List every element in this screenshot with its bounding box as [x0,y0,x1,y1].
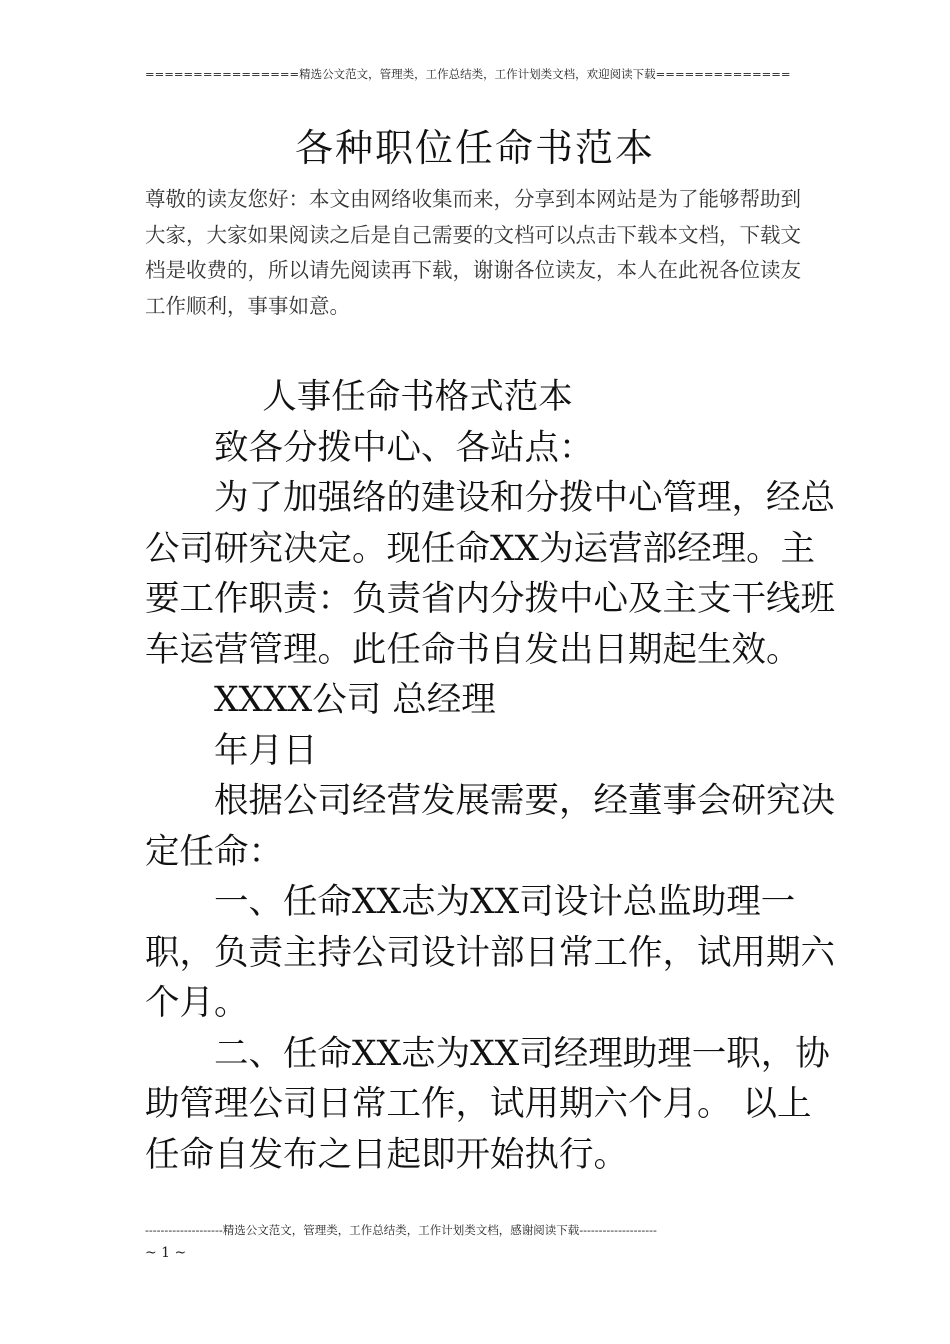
document-body [145,372,835,1180]
date-line: 年月日 [214,730,318,771]
appointment-item-1: 一、任命XX志为XX司设计总监助理一职，负责主持公司设计部日常工作，试用期六个月。 [145,882,835,1023]
appointment-item-2: 二、任命XX志为XX司经理助理一职，协助管理公司日常工作，试用期六个月。 以上任命自发布之日起即开始执行。 [145,1033,830,1175]
appointment-paragraph-1: 为了加强络的建设和分拨中心管理，经总公司研究决定。现任命XX为运营部经理。主要工作职责：负责省内分拨中心及主支干线班车运营管理。此任命书自发出日期起生效。 [145,478,835,670]
appointment-paragraph-2: 根据公司经营发展需要，经董事会研究决定任命： [145,781,835,872]
signature-line: XXXX公司 总经理 [214,680,496,720]
document-title: 各种职位任命书范本 [294,126,655,170]
section-subtitle: 人事任命书格式范本 [262,377,573,417]
footer-banner: --------------------精选公文范文，管理类，工作总结类，工作计划类文档，感谢阅读下载-------------------- [145,1223,657,1237]
page-number: ~ 1 ~ [145,1245,187,1261]
salutation: 致各分拨中心、各站点： [214,427,594,468]
reader-notice: 尊敬的读友您好：本文由网络收集而来，分享到本网站是为了能够帮助到大家，大家如果阅读之后是自己需要的文档可以点击下载本文档，下载文档是收费的，所以请先阅读再下载，谢谢各位读友，本人在此祝各位读友工作顺利，事事如意。 [145,187,801,318]
header-banner: ================精选公文范文，管理类，工作总结类，工作计划类文档，欢迎阅读下载============== [145,67,791,81]
